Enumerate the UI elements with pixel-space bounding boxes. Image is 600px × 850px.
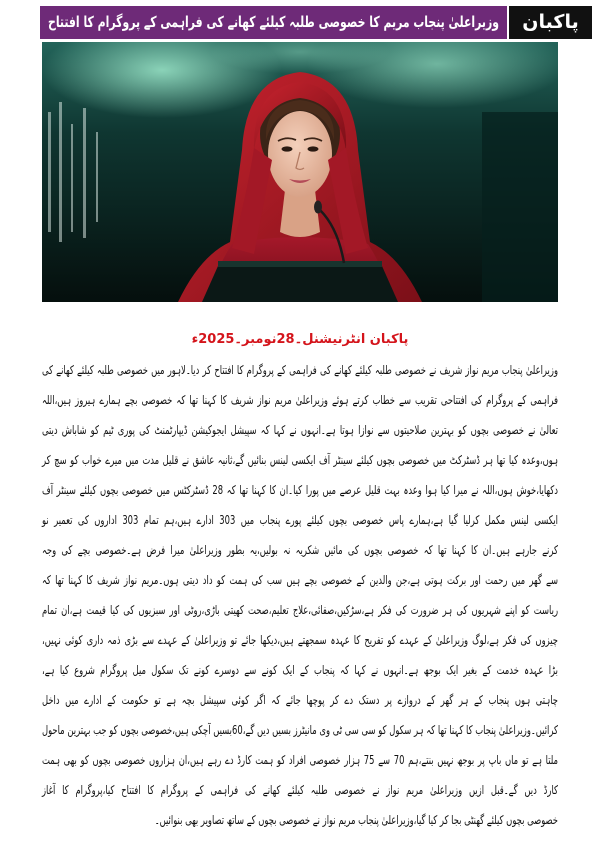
podium — [202, 266, 398, 302]
article-line-text: فراہمی کے پروگرام کی افتتاحی تقریب سے خطاب کرتے ہوئے وزیراعلیٰ مریم نواز شریف کا کہنا تھا کہ خصوصی بچے ہمارے ہیروز ہیں،اللہ — [41, 393, 558, 407]
article-line — [42, 505, 558, 535]
article-line-text: کارڈ دیں گے۔قبل ازیں وزیراعلیٰ مریم نواز نے خصوصی طلبہ کیلئے کھانے کی فراہمی کے پروگرام کا افتتاح کیا،پروگرام کا آغاز — [41, 783, 558, 797]
news-photo — [42, 42, 558, 302]
stage-panel-right — [482, 112, 558, 302]
speaker-eye-left — [282, 146, 293, 151]
article-line-text: چیزوں کی فکر ہے،لوگ وزیراعلیٰ کے عہدے کو تفریح کا عہدہ سمجھتے ہیں،دیکھا جائے تو وزیراعلیٰ کے عہدے سے بڑی ذمہ داری کوئی نہیں، — [41, 633, 558, 647]
speaker-eye-right — [308, 146, 319, 151]
article-line-text: چاہتی ہوں پنجاب کے ہر گھر کے دروازے پر دستک دے کر پوچھا جائے کہ اگر کوئی سپیشل بچہ ہے تو حکومت کے ادارے میں داخل — [41, 693, 558, 707]
article-line — [42, 385, 558, 415]
article-line-text: بڑا عہدہ خدمت کے بغیر ایک بوجھ ہے۔انہوں نے کہا کہ پنجاب کے ایک کونے سے دوسرے کونے تک سکول میل پروگرام شروع کیا ہے، — [41, 663, 558, 677]
article-line-text: تعالیٰ نے خصوصی بچوں کو بہترین صلاحیتوں سے نوازا ہوتا ہے۔انہوں نے کہا کہ سپیشل ایجوکیشن ڈیپارٹمنٹ کی پوری ٹیم کو شاباش دیتی — [41, 423, 558, 437]
article-line — [42, 475, 558, 505]
article-line — [42, 445, 558, 475]
article-line — [42, 565, 558, 595]
article-line-text: دکھایا،خوش ہوں،اللہ نے میرا کیا ہوا وعدہ بہت قلیل عرصے میں پورا کیا۔ان کا کہنا تھا کہ 28 ڈسٹرکٹس میں خصوصی بچوں کیلئے سینٹر آف — [41, 483, 559, 497]
news-photo-scene — [42, 42, 558, 302]
article-line-text: ہوں،وعدہ کیا تھا ہر ڈسٹرکٹ میں خصوصی بچوں کیلئے سینٹر آف ایکسی لینس بنائیں گے،ثانیہ عاشق نے قلیل مدت میں میرے خواب کو سچ کر — [41, 453, 558, 467]
dateline: پاکبان انٹرنیشنل۔28نومبر۔2025ء — [191, 332, 409, 347]
headline-bar — [40, 6, 507, 39]
article-line — [42, 685, 558, 715]
microphone-icon — [314, 201, 322, 214]
article-line — [42, 355, 558, 385]
article-line-text: خصوصی بچوں کیلئے گھنٹی بجا کر کیا گیا،وزیراعلیٰ پنجاب مریم نواز نے خصوصی بچوں کے ساتھ تصاویر بھی بنوائیں۔ — [154, 813, 558, 827]
article-line-text: ایکسی لینس مکمل کرلیا گیا ہے،ہمارے پاس خصوصی بچوں کیلئے پورے پنجاب میں 303 ادارے ہیں،ہم تمام 303 اداروں کی تعمیر نو — [41, 513, 559, 527]
article-line-text: ملتا ہے تو ماں باپ پر بوجھ نہیں بنتے،ہم 70 سے 75 ہزار خصوصی افراد کو ہمت کارڈ دے رہے ہیں،ان ہزاروں خصوصی بچوں کو بھی ہمت — [41, 753, 558, 767]
article-line — [42, 775, 558, 805]
article-line — [42, 595, 558, 625]
article-line — [42, 715, 558, 745]
headline-scaler — [48, 6, 499, 39]
article-line — [42, 535, 558, 565]
headline-line — [48, 6, 499, 39]
speaker-neck — [280, 190, 320, 237]
article-line-text: ریاست کو اپنے شہریوں کی ہر ضرورت کی فکر ہے،سڑکیں،صفائی،علاج تعلیم،صحت کھیتی باڑی،روٹی اور سبزیوں کی کیا قیمت ہے،ان تمام — [41, 603, 558, 617]
article-text-scaler — [42, 355, 558, 835]
newspaper-logo: پاکبان — [522, 11, 579, 33]
article-line — [42, 415, 558, 445]
article-line — [42, 655, 558, 685]
headline-text: وزیراعلیٰ پنجاب مریم کا خصوصی طلبہ کیلئے کھانے کی فراہمی کے پروگرام کا افتتاح — [47, 13, 499, 31]
article-body — [42, 355, 558, 835]
podium-top — [218, 261, 382, 267]
article-line-text: سے گھر میں رحمت اور برکت ہوتی ہے،جن والدین کے خصوصی بچے ہیں سب کی ہمت کو داد دیتی ہوں۔مریم نواز شریف کا کہنا تھا کہ — [41, 573, 558, 587]
article-line — [42, 805, 558, 835]
article-line-text: کرائیں۔وزیراعلیٰ پنجاب کا کہنا تھا کہ ہر سکول کو سی سی ٹی وی مانیٹرز بسیں دیں گے،60بسیں آچکی ہیں،خصوصی بچوں کو جب بہترین ماحول — [41, 723, 558, 737]
logo-box — [507, 6, 592, 39]
article-line-text: وزیراعلیٰ پنجاب مریم نواز شریف نے خصوصی طلبہ کیلئے کھانے کی فراہمی کے پروگرام کا افتتاح کر دیا۔لاہور میں خصوصی طلبہ کیلئے کھانے کی — [41, 363, 558, 377]
article-line — [42, 625, 558, 655]
article-line-text: کرنے جارہے ہیں۔ان کا کہنا تھا کہ خصوصی بچوں کی مائیں شکریہ نہ بولیں،یہ بطور وزیراعلیٰ میرا فرض ہے۔خصوصی بچے کی وجہ — [41, 543, 558, 557]
headline-text-box — [48, 6, 499, 39]
article-line — [42, 745, 558, 775]
